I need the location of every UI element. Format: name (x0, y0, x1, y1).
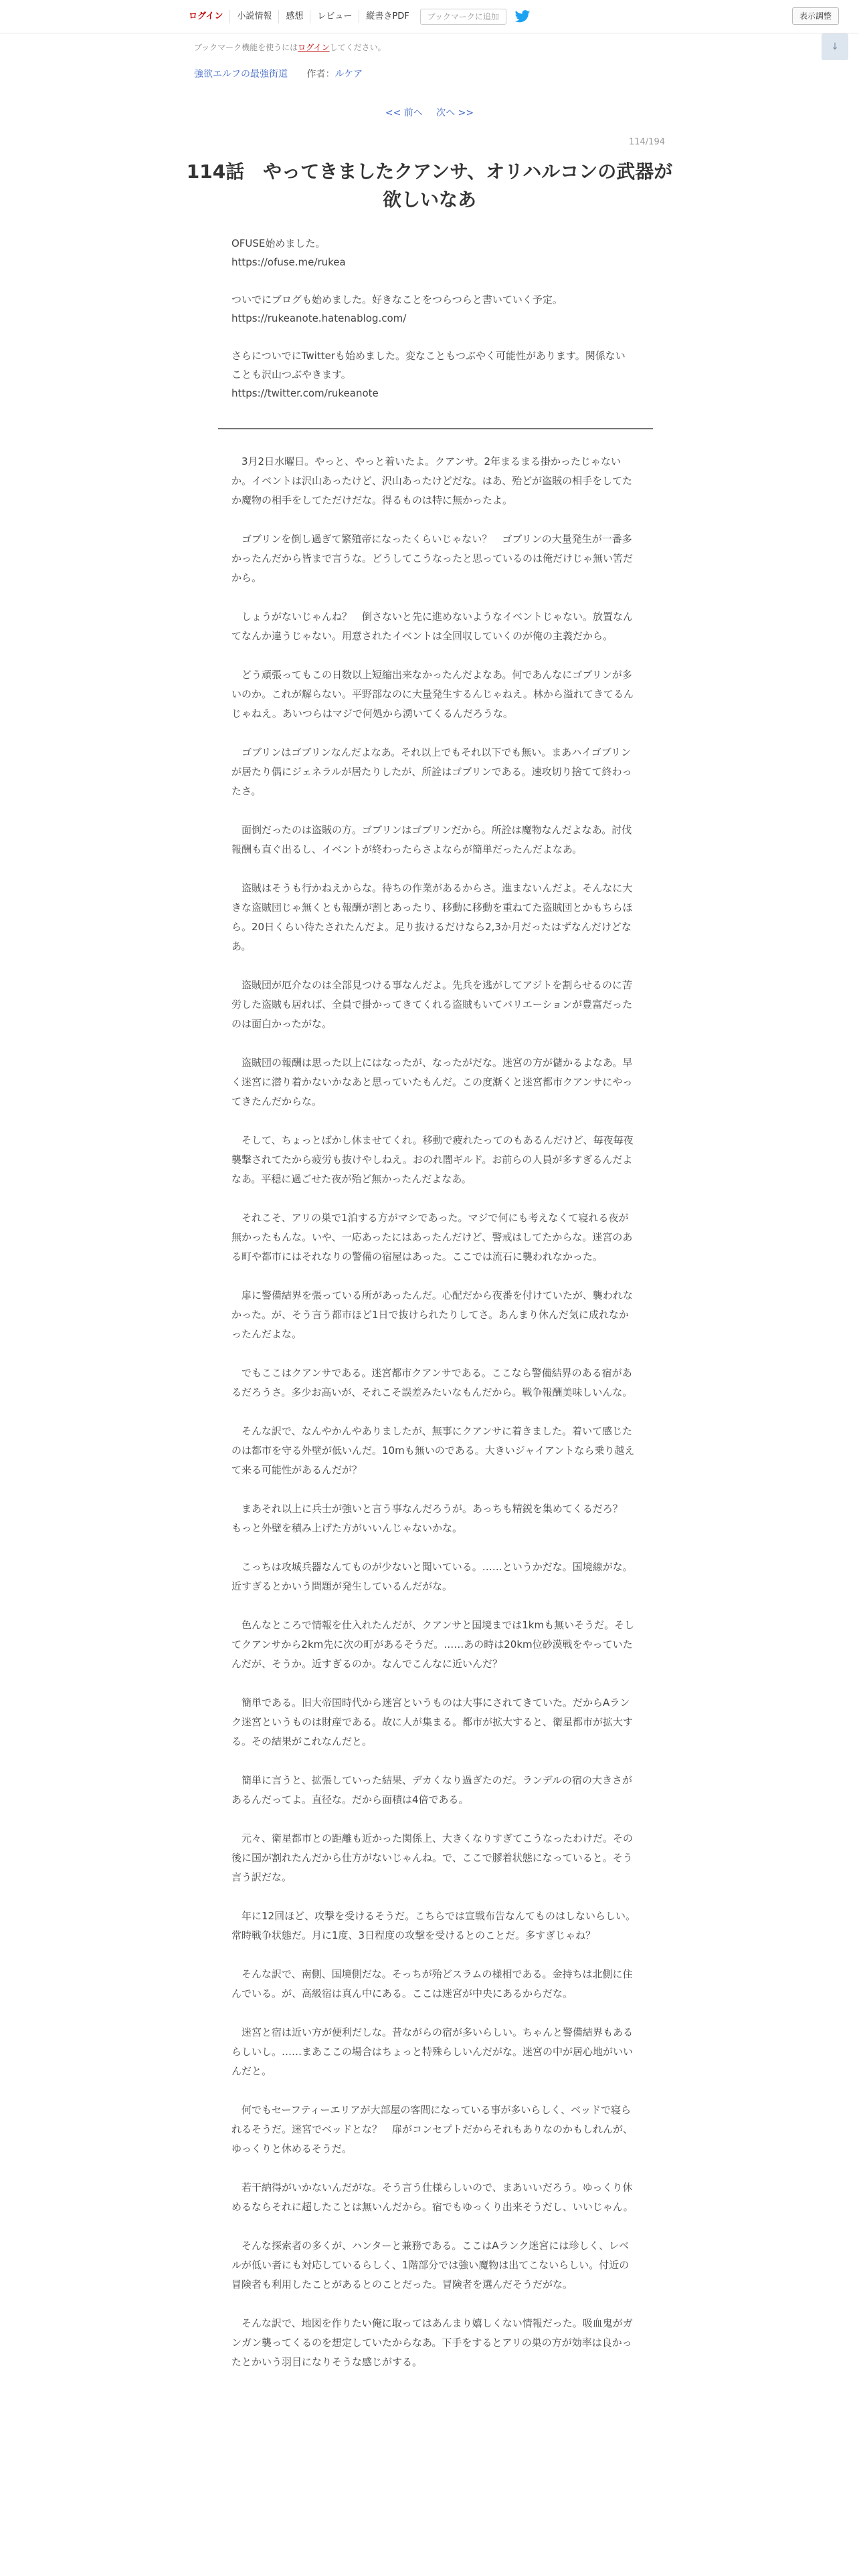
top-bar (0, 0, 859, 33)
preface-paragraph (231, 234, 633, 272)
twitter-icon[interactable] (514, 10, 531, 23)
nav-login[interactable]: ログイン (182, 10, 230, 23)
nav-review[interactable]: レビュー (310, 10, 359, 23)
preface-text: さらについでにTwitterも始めました。変なこともつぶやく可能性があります。関係ないことも沢山つぶやきます。 (231, 350, 626, 381)
body-paragraph: 面倒だったのは盗賊の方。ゴブリンはゴブリンだから。所詮は魔物なんだよなあ。討伐報酬も直ぐ出るし、イベントが終わったらさよならが簡単だったんだよなあ。 (231, 824, 632, 855)
body-paragraph: 盗賊団の報酬は思った以上にはなったが、なったがだな。迷宮の方が儲かるよなあ。早く迷宮に潜り着かないかなあと思っていたもんだ。この度漸くと迷宮都市クアンサにやってきたんだからな。 (231, 1057, 633, 1107)
preface (231, 234, 633, 421)
body-paragraph: そんな探索者の多くが、ハンターと兼務である。ここはAランク迷宮には珍しく、レベルが低い者にも対応しているらしく、1階部分では強い魔物は出てこないらしい。付近の冒険者も利用したことがあるとのことだった。冒険者を選んだそうだがな。 (231, 2240, 630, 2290)
body-paragraph: ゴブリンはゴブリンなんだよなあ。それ以上でもそれ以下でも無い。まあハイゴブリンが居たり偶にジェネラルが居たりしたが、所詮はゴブリンである。速攻切り捨てて終わったさ。 (231, 746, 632, 797)
body-paragraph: 3月2日水曜日。やっと、やっと着いたよ。クアンサ。2年まるまる掛かったじゃないか。イベントは沢山あったけど、沢山あったけどだな。はあ、殆どが盗賊の相手をしてたか魔物の相手をしてただけだな。得るものは特に無かったよ。 (231, 455, 633, 506)
scroll-down-button[interactable] (822, 33, 848, 60)
chapter-pager (0, 106, 859, 119)
preface-url: https://twitter.com/rukeanote (231, 387, 379, 399)
preface-divider (218, 428, 653, 429)
arrow-down-icon: ↓ (831, 41, 839, 52)
display-settings-button[interactable]: 表示調整 (792, 7, 839, 25)
body-paragraph: 迷宮と宿は近い方が便利だしな。昔ながらの宿が多いらしい。ちゃんと警備結界もあるらしいし。……まあここの場合はちょっと特殊らしいんだがな。迷宮の中が居心地がいいんだと。 (231, 2026, 634, 2077)
body-paragraph: それこそ、アリの巣で1泊する方がマシであった。マジで何にも考えなくて寝れる夜が無かったもんな。いや、一応あったにはあったんだけど、警戒はしてたからな。迷宮のある町や都市にはそれなりの警備の宿屋はあった。ここでは流石に襲われなかった。 (231, 1212, 633, 1263)
chapter-title: 114話 やってきましたクアンサ、オリハルコンの武器が欲しいなあ (186, 160, 673, 211)
prev-chapter-link[interactable]: << 前へ (385, 108, 423, 118)
body-paragraph: 若干納得がいかないんだがな。そう言う仕様らしいので、まあいいだろう。ゆっくり休めるならそれに超したことは無いんだから。宿でもゆっくり出来そうだし、いいじゃん。 (231, 2181, 634, 2213)
notice-suffix: してください。 (329, 43, 386, 52)
chapter-body (231, 452, 636, 2391)
body-paragraph: 年に12回ほど、攻撃を受けるそうだ。こちらでは宣戦布告なんてものはしないらしい。常時戦争状態だ。月に1度、3日程度の攻撃を受けるとのことだ。多すぎじゃね？ (231, 1910, 636, 1941)
notice-prefix: ブックマーク機能を使うには (194, 43, 298, 52)
nav-impressions[interactable]: 感想 (279, 10, 310, 23)
body-paragraph: そして、ちょっとばかし休ませてくれ。移動で疲れたってのもあるんだけど、毎夜毎夜襲撃されてたから疲労も抜けやしねえ。おのれ闇ギルド。お前らの人員が多すぎるんだよなあ。平穏に過ごせた夜が殆ど無かったんだよなあ。 (231, 1134, 634, 1185)
preface-paragraph (231, 346, 633, 403)
series-title-link[interactable]: 強欲エルフの最強街道 (194, 69, 288, 80)
body-paragraph: 盗賊はそうも行かねえからな。待ちの作業があるからさ。進まないんだよ。そんなに大きな盗賊団じゃ無くとも報酬が割とあったり、移動に移動を重ねてた盗賊団とかもちらほら。20日くらい待たされたんだよ。足り抜けるだけなら2,3か月だったはずなんだけどなあ。 (231, 882, 633, 952)
preface-url: https://rukeanote.hatenablog.com/ (231, 312, 407, 324)
add-bookmark-button[interactable]: ブックマークに追加 (420, 9, 506, 25)
body-paragraph: 何でもセーフティーエリアが大部屋の客間になっている事が多いらしく、ベッドで寝られるそうだ。迷宮でベッドとな？ 扉がコンセプトだからそれもありなのかもしれんが、ゆっくりと休めるそうだ。 (231, 2104, 634, 2155)
body-paragraph: 扉に警備結界を張っている所があったんだ。心配だから夜番を付けていたが、襲われなかった。が、そう言う都市ほど1日で抜けられたりしてさ。あんまり休んだ気に成れなかったんだよな。 (231, 1289, 633, 1340)
author-link[interactable]: ルケア (335, 69, 363, 80)
login-notice (194, 41, 386, 53)
body-paragraph: そんな訳で、なんやかんやありましたが、無事にクアンサに着きました。着いて感じたのは都市を守る外壁が低いんだ。10mも無いのである。大きいジャイアントなら乗り越えて来る可能性があるんだが？ (231, 1425, 635, 1476)
body-paragraph: そんな訳で、地図を作りたい俺に取ってはあんまり嬉しくない情報だった。吸血鬼がガンガン襲ってくるのを想定していたからなあ。下手をするとアリの巣の方が効率は良かったとかいう羽目になりそうな感じがする。 (231, 2317, 633, 2368)
preface-text: OFUSE始めました。 (231, 237, 326, 249)
top-nav (182, 6, 531, 27)
body-paragraph: 元々、衛星都市との距離も近かった関係上、大きくなりすぎてこうなったわけだ。その後に国が割れたんだから仕方がないじゃんね。で、ここで膠着状態になっていると。そう言う訳だな。 (231, 1832, 634, 1883)
body-paragraph: でもここはクアンサである。迷宮都市クアンサである。ここなら警備結界のある宿があるだろうさ。多少お高いが、それこそ誤差みたいなもんだから。戦争報酬美味しいんな。 (231, 1367, 633, 1398)
body-paragraph: しょうがないじゃんね？ 倒さないと先に進めないようなイベントじゃない。放置なんてなんか違うじゃない。用意されたイベントは全回収していくのが俺の主義だから。 (231, 611, 634, 642)
preface-text: ついでにブログも始めました。好きなことをつらつらと書いていく予定。 (231, 294, 563, 306)
body-paragraph: ゴブリンを倒し過ぎて繁殖帝になったくらいじゃない？ ゴブリンの大量発生が一番多かったんだから皆まで言うな。どうしてこうなったと思っているのは俺だけじゃ無い筈だから。 (231, 533, 634, 584)
author-label: 作者： (306, 69, 335, 80)
body-paragraph: どう頑張ってもこの日数以上短縮出来なかったんだよなあ。何であんなにゴブリンが多いのか。これが解らない。平野部なのに大量発生するんじゃねえ。林から溢れてきてるんじゃねえ。あいつらはマジで何処から湧いてくるんだろうな。 (231, 669, 634, 720)
nav-vertical-pdf[interactable]: 縦書きPDF (366, 11, 409, 21)
preface-url: https://ofuse.me/rukea (231, 256, 346, 268)
notice-login-link[interactable]: ログイン (298, 43, 330, 52)
body-paragraph: 簡単である。旧大帝国時代から迷宮というものは大事にされてきていた。だからAランク迷宮というものは財産である。故に人が集まる。都市が拡大すると、衛星都市が拡大する。その結果がこれなんだと。 (231, 1697, 634, 1747)
body-paragraph: 盗賊団が厄介なのは全部見つける事なんだよ。先兵を逃がしてアジトを割らせるのに苦労した盗賊も居れば、全員で掛かってきてくれる盗賊もいてバリエーションが豊富だったのは面白かったがな。 (231, 979, 633, 1030)
next-chapter-link[interactable]: 次へ >> (436, 108, 474, 118)
body-paragraph: そんな訳で、南側、国境側だな。そっちが殆どスラムの様相である。金持ちは北側に住んでいる。が、高級宿は真ん中にある。ここは迷宮が中央にあるからだな。 (231, 1968, 633, 2000)
series-info (194, 67, 363, 80)
body-paragraph: こっちは攻城兵器なんてものが少ないと聞いている。……というかだな。国境線がな。近すぎるとかいう問題が発生しているんだがな。 (231, 1561, 633, 1592)
body-paragraph: 色んなところで情報を仕入れたんだが、クアンサと国境までは1kmも無いそうだ。そしてクアンサから2km先に次の町があるそうだ。……あの時は20km位砂漠戦をやっていたんだが、そうか。近すぎるのか。なんでこんなに近いんだ？ (231, 1619, 635, 1670)
page-number: 114/194 (628, 137, 665, 147)
nav-novel-info[interactable]: 小説情報 (230, 10, 279, 23)
body-paragraph: 簡単に言うと、拡張していった結果、デカくなり過ぎたのだ。ランデルの宿の大きさがあるんだってよ。直径な。だから面積は4倍である。 (231, 1774, 632, 1806)
preface-paragraph (231, 290, 633, 328)
body-paragraph: まあそれ以上に兵士が強いと言う事なんだろうが。あっちも精鋭を集めてくるだろ？ もっと外壁を積み上げた方がいいんじゃないかな。 (231, 1503, 633, 1534)
